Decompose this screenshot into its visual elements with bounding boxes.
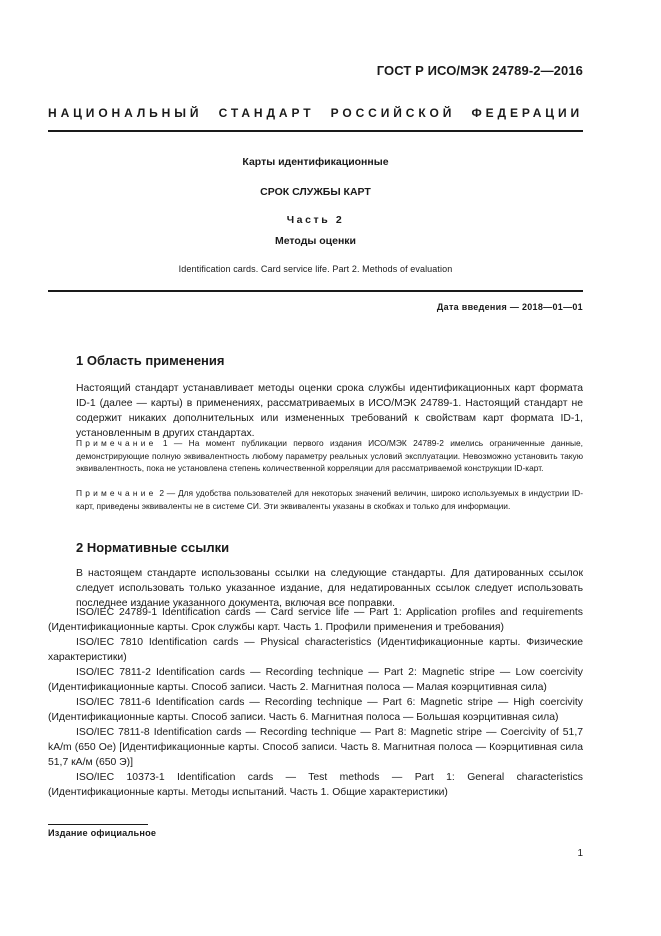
- note-1: [76, 437, 583, 475]
- section-2-text: В настоящем стандарте использованы ссылки на следующие стандарты. Для датированных ссылок следует использовать только указанное издание, для недатированных ссылок следует использовать последнее издание указанного документа, включая все поправки.: [76, 568, 583, 609]
- note-1-label: Примечание: [76, 438, 157, 448]
- title-subtitle: Методы оценки: [274, 235, 357, 247]
- top-divider: [48, 130, 583, 132]
- title-kind: Карты идентификационные: [242, 156, 389, 168]
- note-2-text: 2 — Для удобства пользователей для некоторых значений величин, широко используемых в индустрии ID-карт, приведены эквиваленты не в системе СИ. Эти эквиваленты указаны в скобках и только для информации.: [76, 488, 584, 511]
- page-number: 1: [577, 848, 583, 859]
- introduction-date: Дата введения — 2018—01—01: [436, 302, 583, 312]
- section-1-heading: 1 Область применения: [76, 353, 225, 368]
- section-2-heading: 2 Нормативные ссылки: [76, 540, 230, 555]
- reference-item: ISO/IEC 7811-8 Identification cards — Recording technique — Part 8: Magnetic stripe — Coercivity of 51,7 kA/m (650 Oe) [Идентификационные карты. Способ записи. Часть 8. Магнитная полоса — Коэрцитивная сила 51,7 кА/м (650 Э)]: [48, 727, 583, 768]
- reference-item: ISO/IEC 10373-1 Identification cards — Test methods — Part 1: General characteristics (Идентификационные карты. Методы испытаний. Часть 1. Общие характеристики): [48, 772, 583, 798]
- title-english: Identification cards. Card service life. Part 2. Methods of evaluation: [178, 264, 453, 274]
- reference-item: ISO/IEC 7811-2 Identification cards — Recording technique — Part 2: Magnetic stripe — Low coercivity (Идентификационные карты. Способ записи. Часть 2. Магнитная полоса — Малая коэрцитивная сила): [48, 667, 583, 693]
- note-2: [76, 487, 583, 512]
- footer-divider: [48, 824, 148, 825]
- reference-item: ISO/IEC 24789-1 Identification cards — Card service life — Part 1: Application profiles and requirements (Идентификационные карты. Срок службы карт. Часть 1. Профили применения и требования): [48, 607, 583, 633]
- references-list: [48, 605, 583, 800]
- reference-item: ISO/IEC 7810 Identification cards — Physical characteristics (Идентификационные карты. Физические характеристики): [48, 637, 583, 663]
- national-standard-banner: НАЦИОНАЛЬНЫЙ СТАНДАРТ РОССИЙСКОЙ ФЕДЕРАЦИИ: [48, 106, 583, 120]
- title-main: СРОК СЛУЖБЫ КАРТ: [260, 186, 371, 198]
- reference-item: ISO/IEC 7811-6 Identification cards — Recording technique — Part 6: Magnetic stripe — High coercivity (Идентификационные карты. Способ записи. Часть 6. Магнитная полоса — Большая коэрцитивная сила): [48, 697, 583, 723]
- note-2-label: Примечание: [76, 488, 157, 498]
- title-part: Часть 2: [286, 214, 345, 226]
- note-1-text: 1 — На момент публикации первого издания ИСО/МЭК 24789-2 имелись ограниченные данные, демонстрирующие полную эквивалентность любому параметру реальных условий эксплуатации. Невозможно установить такую эквивалентность, пока не установлена степень количественной корреляции для рассматриваемой конструкции ID-карт.: [76, 438, 584, 473]
- document-code: ГОСТ Р ИСО/МЭК 24789-2—2016: [376, 63, 583, 78]
- section-1-paragraph: [76, 381, 583, 441]
- section-1-text: Настоящий стандарт устанавливает методы оценки срока службы идентификационных карт формата ID-1 (далее — карты) в применениях, рассматриваемых в ИСО/МЭК 24789-1. Настоящий стандарт не содержит никаких дополнительных или измененных требований к свойствам карт формата ID-1, установленным в других стандартах.: [76, 383, 583, 439]
- middle-divider: [48, 290, 583, 292]
- official-edition-label: Издание официальное: [48, 828, 157, 838]
